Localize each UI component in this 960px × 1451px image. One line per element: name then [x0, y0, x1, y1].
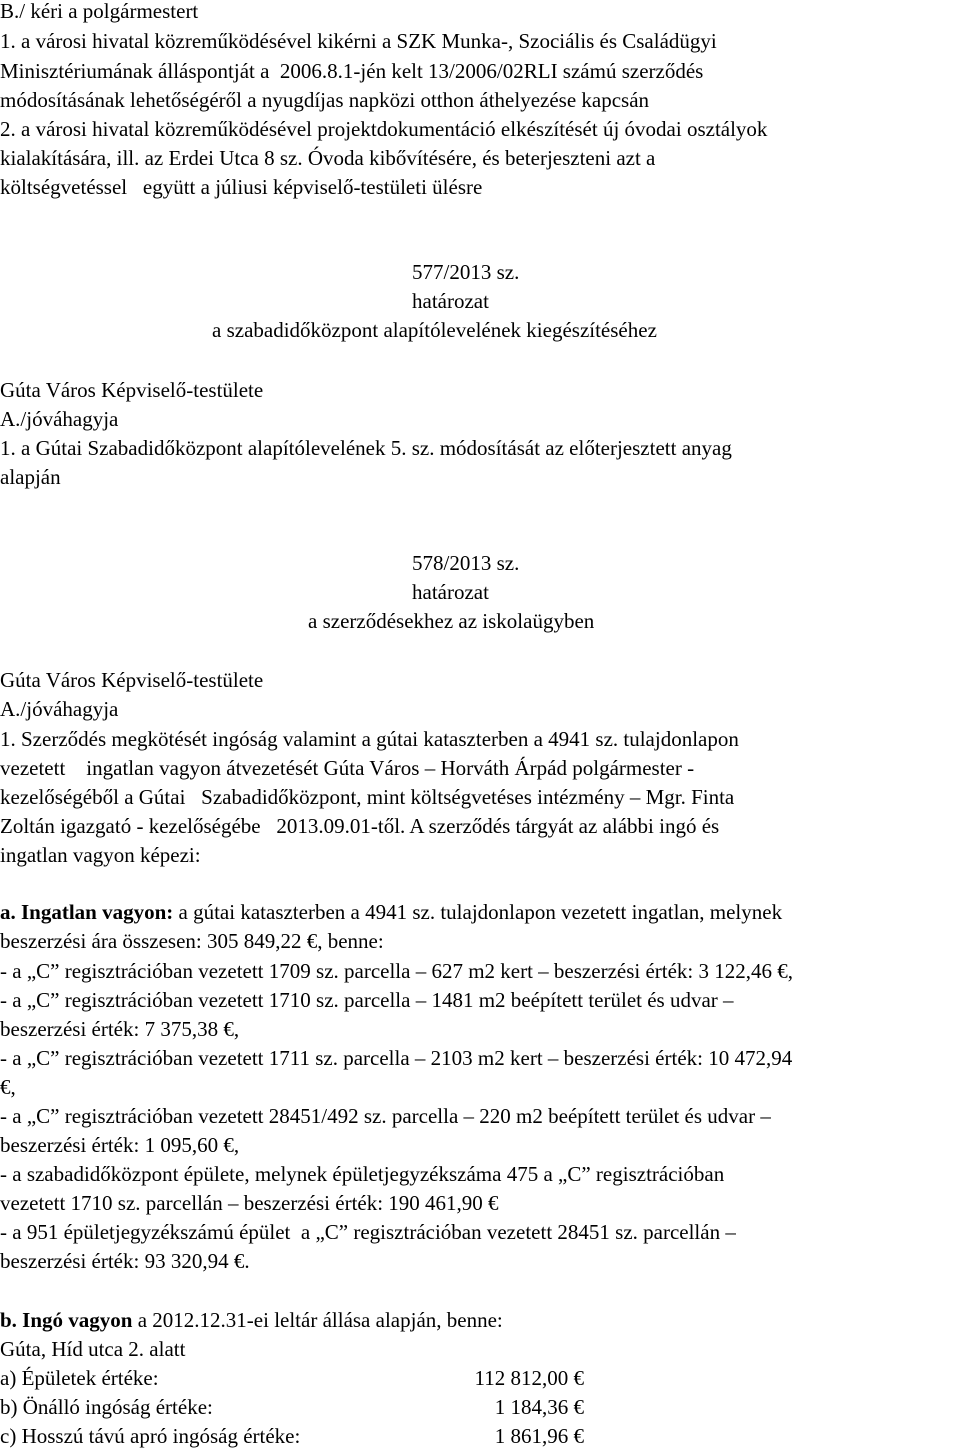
- issuing-body: Gúta Város Képviselő-testülete: [0, 668, 264, 692]
- paragraph-line: 2. a városi hivatal közreműködésével projektdokumentáció elkészítését új óvodai osztályok: [0, 117, 768, 141]
- paragraph-line: 1. a városi hivatal közreműködésével kikérni a SZK Munka-, Szociális és Családügyi: [0, 29, 717, 53]
- paragraph-line: kezelőségéből a Gútai Szabadidőközpont, mint költségvetéses intézmény – Mgr. Finta: [0, 785, 735, 809]
- resolution-subject: a szerződésekhez az iskolaügyben: [308, 609, 595, 633]
- real-estate-label: a. Ingatlan vagyon:: [0, 900, 174, 924]
- paragraph-line: módosításának lehetőségéről a nyugdíjas napközi otthon áthelyezése kapcsán: [0, 88, 650, 112]
- paragraph-line: alapján: [0, 465, 61, 489]
- asset-value: 112 812,00 €: [474, 1366, 584, 1390]
- paragraph-line: kialakítására, ill. az Erdei Utca 8 sz. Óvoda kibővítésére, és beterjeszteni azt a: [0, 146, 656, 170]
- resolution-kind: határozat: [412, 580, 489, 604]
- paragraph-line: - a „C” regisztrációban vezetett 1709 sz. parcella – 627 m2 kert – beszerzési érték: 3 122,46 €,: [0, 959, 794, 983]
- asset-label: a) Épületek értéke:: [0, 1366, 159, 1390]
- section-heading: B./ kéri a polgármestert: [0, 0, 199, 23]
- movable-assets-label: b. Ingó vagyon: [0, 1308, 133, 1332]
- paragraph-line: 1. Szerződés megkötését ingóság valamint a gútai kataszterben a 4941 sz. tulajdonlapon: [0, 727, 739, 751]
- paragraph-line: beszerzési érték: 1 095,60 €,: [0, 1133, 240, 1157]
- resolution-number: 578/2013 sz.: [412, 551, 520, 575]
- paragraph-line: beszerzési ára összesen: 305 849,22 €, benne:: [0, 929, 384, 953]
- paragraph-line: Minisztériumának álláspontját a 2006.8.1-jén kelt 13/2006/02RLI számú szerződés: [0, 59, 704, 83]
- paragraph-line: beszerzési érték: 93 320,94 €.: [0, 1249, 250, 1273]
- paragraph-line: €,: [0, 1075, 16, 1099]
- asset-label: c) Hosszú távú apró ingóság értéke:: [0, 1424, 301, 1448]
- paragraph-line: vezetett 1710 sz. parcellán – beszerzési érték: 190 461,90 €: [0, 1191, 499, 1215]
- approval-heading: A./jóváhagyja: [0, 407, 119, 431]
- resolution-number: 577/2013 sz.: [412, 260, 520, 284]
- paragraph-line: - a „C” regisztrációban vezetett 28451/492 sz. parcella – 220 m2 beépített terület és udvar –: [0, 1104, 771, 1128]
- asset-value: 1 184,36 €: [494, 1395, 584, 1419]
- paragraph-line: ingatlan vagyon képezi:: [0, 843, 201, 867]
- paragraph-line: - a 951 épületjegyzékszámú épület a „C” regisztrációban vezetett 28451 sz. parcellán –: [0, 1220, 736, 1244]
- paragraph-line: - a „C” regisztrációban vezetett 1710 sz. parcella – 1481 m2 beépített terület és udvar –: [0, 988, 734, 1012]
- real-estate-text: a gútai kataszterben a 4941 sz. tulajdonlapon vezetett ingatlan, melynek: [173, 900, 783, 924]
- paragraph-line: vezetett ingatlan vagyon átvezetését Gúta Város – Horváth Árpád polgármester -: [0, 756, 695, 780]
- asset-value: 1 861,96 €: [494, 1424, 584, 1448]
- issuing-body: Gúta Város Képviselő-testülete: [0, 378, 264, 402]
- movable-assets-text: a 2012.12.31-ei leltár állása alapján, benne:: [132, 1308, 503, 1332]
- paragraph-line: költségvetéssel együtt a júliusi képviselő-testületi ülésre: [0, 175, 483, 199]
- approval-heading: A./jóváhagyja: [0, 697, 119, 721]
- movable-assets-heading: [0, 1305, 503, 1335]
- resolution-subject: a szabadidőközpont alapítólevelének kiegészítéséhez: [212, 318, 657, 342]
- paragraph-line: Zoltán igazgató - kezelőségébe 2013.09.01-től. A szerződés tárgyát az alábbi ingó és: [0, 814, 720, 838]
- paragraph-line: beszerzési érték: 7 375,38 €,: [0, 1017, 240, 1041]
- address-line: Gúta, Híd utca 2. alatt: [0, 1337, 186, 1361]
- paragraph-line: 1. a Gútai Szabadidőközpont alapítólevelének 5. sz. módosítását az előterjesztett anyag: [0, 436, 732, 460]
- resolution-kind: határozat: [412, 289, 489, 313]
- asset-label: b) Önálló ingóság értéke:: [0, 1395, 213, 1419]
- paragraph-line: - a „C” regisztrációban vezetett 1711 sz. parcella – 2103 m2 kert – beszerzési érték: 10 472,94: [0, 1046, 793, 1070]
- real-estate-heading: [0, 897, 782, 927]
- paragraph-line: - a szabadidőközpont épülete, melynek épületjegyzékszáma 475 a „C” regisztrációban: [0, 1162, 725, 1186]
